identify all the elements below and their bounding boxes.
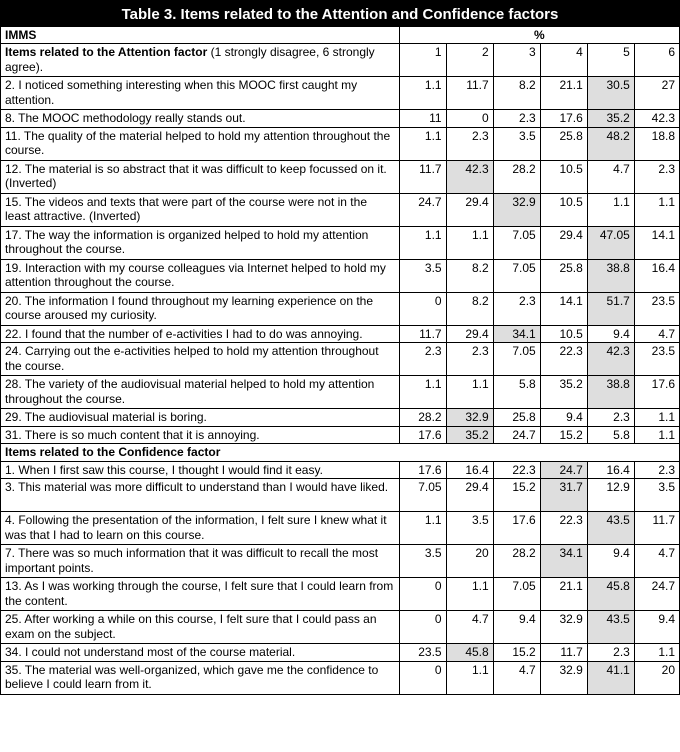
- value-cell: 1.1: [634, 644, 679, 662]
- value-cell: 1.1: [634, 409, 679, 427]
- item-text: 34. I could not understand most of the course material.: [1, 644, 400, 662]
- value-cell: 32.9: [446, 409, 493, 427]
- value-cell: 25.8: [540, 127, 587, 160]
- value-cell: 2.3: [634, 461, 679, 479]
- value-cell: 12.9: [587, 479, 634, 512]
- value-cell: 2.3: [493, 110, 540, 128]
- value-cell: 11.7: [540, 644, 587, 662]
- value-cell: 16.4: [587, 461, 634, 479]
- value-cell: 1.1: [446, 226, 493, 259]
- value-cell: 27: [634, 77, 679, 110]
- value-cell: 11.7: [399, 325, 446, 343]
- value-cell: 9.4: [634, 611, 679, 644]
- table-body: [1, 44, 680, 695]
- value-cell: 1.1: [399, 77, 446, 110]
- value-cell: 2.3: [446, 127, 493, 160]
- value-cell: 7.05: [399, 479, 446, 512]
- table-row: [1, 479, 680, 512]
- value-cell: 1.1: [634, 426, 679, 444]
- value-cell: 11.7: [399, 160, 446, 193]
- table-row: [1, 512, 680, 545]
- value-cell: 9.4: [493, 611, 540, 644]
- item-text: 15. The videos and texts that were part of the course were not in the least attractive. (Inverted): [1, 193, 400, 226]
- item-text: 24. Carrying out the e-activities helped to hold my attention throughout the course.: [1, 343, 400, 376]
- value-cell: 1.1: [399, 127, 446, 160]
- value-cell: 34.1: [540, 545, 587, 578]
- value-cell: 2.3: [587, 644, 634, 662]
- value-cell: 35.2: [446, 426, 493, 444]
- item-text: 17. The way the information is organized helped to hold my attention throughout the course.: [1, 226, 400, 259]
- value-cell: 20: [446, 545, 493, 578]
- value-cell: 32.9: [540, 611, 587, 644]
- table-row: [1, 661, 680, 694]
- value-cell: 25.8: [493, 409, 540, 427]
- item-text: 20. The information I found throughout my learning experience on the course aroused my curiosity.: [1, 292, 400, 325]
- value-cell: 23.5: [399, 644, 446, 662]
- value-cell: 1.1: [446, 661, 493, 694]
- item-text: 28. The variety of the audiovisual material helped to hold my attention throughout the course.: [1, 376, 400, 409]
- table-row: [1, 292, 680, 325]
- item-text: 13. As I was working through the course, I felt sure that I could learn from the content.: [1, 578, 400, 611]
- scale-3: 3: [493, 44, 540, 77]
- table-row: [1, 545, 680, 578]
- value-cell: 4.7: [587, 160, 634, 193]
- value-cell: 51.7: [587, 292, 634, 325]
- value-cell: 11: [399, 110, 446, 128]
- value-cell: 47.05: [587, 226, 634, 259]
- value-cell: 29.4: [446, 325, 493, 343]
- item-text: 11. The quality of the material helped to hold my attention throughout the course.: [1, 127, 400, 160]
- value-cell: 24.7: [399, 193, 446, 226]
- value-cell: 20: [634, 661, 679, 694]
- value-cell: 28.2: [493, 545, 540, 578]
- value-cell: 35.2: [587, 110, 634, 128]
- value-cell: 42.3: [634, 110, 679, 128]
- value-cell: 17.6: [399, 426, 446, 444]
- value-cell: 2.3: [446, 343, 493, 376]
- item-text: 8. The MOOC methodology really stands out.: [1, 110, 400, 128]
- table-title: Table 3. Items related to the Attention and Confidence factors: [0, 0, 680, 26]
- scale-2: 2: [446, 44, 493, 77]
- value-cell: 3.5: [399, 545, 446, 578]
- value-cell: 9.4: [540, 409, 587, 427]
- table-row: [1, 259, 680, 292]
- value-cell: 5.8: [493, 376, 540, 409]
- table-row: [1, 426, 680, 444]
- value-cell: 28.2: [399, 409, 446, 427]
- confidence-section-label: Items related to the Confidence factor: [1, 444, 680, 462]
- value-cell: 29.4: [446, 193, 493, 226]
- table-row: [1, 77, 680, 110]
- value-cell: 1.1: [446, 376, 493, 409]
- percent-header: %: [399, 27, 679, 44]
- item-text: 35. The material was well-organized, which gave me the confidence to believe I could learn from it.: [1, 661, 400, 694]
- value-cell: 9.4: [587, 325, 634, 343]
- item-text: 22. I found that the number of e-activities I had to do was annoying.: [1, 325, 400, 343]
- value-cell: 18.8: [634, 127, 679, 160]
- value-cell: 2.3: [634, 160, 679, 193]
- item-text: 29. The audiovisual material is boring.: [1, 409, 400, 427]
- value-cell: 31.7: [540, 479, 587, 512]
- value-cell: 4.7: [446, 611, 493, 644]
- value-cell: 8.2: [493, 77, 540, 110]
- value-cell: 0: [399, 292, 446, 325]
- value-cell: 1.1: [587, 193, 634, 226]
- scale-4: 4: [540, 44, 587, 77]
- value-cell: 22.3: [540, 512, 587, 545]
- value-cell: 17.6: [493, 512, 540, 545]
- value-cell: 8.2: [446, 292, 493, 325]
- table-row: [1, 644, 680, 662]
- value-cell: 16.4: [634, 259, 679, 292]
- value-cell: 7.05: [493, 343, 540, 376]
- header-row: [1, 27, 680, 44]
- value-cell: 21.1: [540, 77, 587, 110]
- value-cell: 38.8: [587, 376, 634, 409]
- value-cell: 10.5: [540, 325, 587, 343]
- item-text: 19. Interaction with my course colleagues via Internet helped to hold my attention throughout the course.: [1, 259, 400, 292]
- item-text: 12. The material is so abstract that it was difficult to keep focussed on it. (Inverted): [1, 160, 400, 193]
- value-cell: 24.7: [634, 578, 679, 611]
- table-row: [1, 376, 680, 409]
- value-cell: 5.8: [587, 426, 634, 444]
- table-row: [1, 343, 680, 376]
- value-cell: 3.5: [446, 512, 493, 545]
- value-cell: 15.2: [493, 644, 540, 662]
- table-row: [1, 611, 680, 644]
- item-text: 1. When I first saw this course, I thought I would find it easy.: [1, 461, 400, 479]
- value-cell: 1.1: [634, 193, 679, 226]
- confidence-section-row: [1, 444, 680, 462]
- value-cell: 3.5: [399, 259, 446, 292]
- value-cell: 29.4: [446, 479, 493, 512]
- table-row: [1, 127, 680, 160]
- value-cell: 30.5: [587, 77, 634, 110]
- imms-header: IMMS: [1, 27, 400, 44]
- table-row: [1, 578, 680, 611]
- value-cell: 42.3: [446, 160, 493, 193]
- item-text: 7. There was so much information that it was difficult to recall the most important points.: [1, 545, 400, 578]
- item-text: 3. This material was more difficult to understand than I would have liked.: [1, 479, 400, 512]
- value-cell: 29.4: [540, 226, 587, 259]
- value-cell: 34.1: [493, 325, 540, 343]
- value-cell: 16.4: [446, 461, 493, 479]
- value-cell: 17.6: [634, 376, 679, 409]
- table-row: [1, 325, 680, 343]
- value-cell: 25.8: [540, 259, 587, 292]
- value-cell: 17.6: [399, 461, 446, 479]
- value-cell: 48.2: [587, 127, 634, 160]
- value-cell: 41.1: [587, 661, 634, 694]
- value-cell: 0: [399, 661, 446, 694]
- value-cell: 22.3: [493, 461, 540, 479]
- value-cell: 1.1: [399, 376, 446, 409]
- value-cell: 42.3: [587, 343, 634, 376]
- value-cell: 7.05: [493, 259, 540, 292]
- value-cell: 3.5: [634, 479, 679, 512]
- value-cell: 15.2: [493, 479, 540, 512]
- value-cell: 10.5: [540, 160, 587, 193]
- attention-section-row: [1, 44, 680, 77]
- value-cell: 1.1: [399, 226, 446, 259]
- item-text: 4. Following the presentation of the information, I felt sure I knew what it was that I had to learn on this course.: [1, 512, 400, 545]
- attention-section-scale-note: (1 strongly disagree, 6 strongly agree).: [5, 45, 375, 74]
- table-row: [1, 461, 680, 479]
- value-cell: 7.05: [493, 578, 540, 611]
- value-cell: 21.1: [540, 578, 587, 611]
- imms-table: [0, 26, 680, 695]
- value-cell: 43.5: [587, 611, 634, 644]
- value-cell: 9.4: [587, 545, 634, 578]
- value-cell: 0: [399, 611, 446, 644]
- value-cell: 10.5: [540, 193, 587, 226]
- value-cell: 32.9: [493, 193, 540, 226]
- value-cell: 38.8: [587, 259, 634, 292]
- value-cell: 45.8: [587, 578, 634, 611]
- value-cell: 24.7: [540, 461, 587, 479]
- value-cell: 15.2: [540, 426, 587, 444]
- value-cell: 2.3: [587, 409, 634, 427]
- value-cell: 4.7: [634, 325, 679, 343]
- value-cell: 11.7: [446, 77, 493, 110]
- value-cell: 17.6: [540, 110, 587, 128]
- value-cell: 4.7: [634, 545, 679, 578]
- value-cell: 23.5: [634, 292, 679, 325]
- table-row: [1, 409, 680, 427]
- value-cell: 24.7: [493, 426, 540, 444]
- table-row: [1, 226, 680, 259]
- table-row: [1, 160, 680, 193]
- value-cell: 22.3: [540, 343, 587, 376]
- value-cell: 35.2: [540, 376, 587, 409]
- item-text: 2. I noticed something interesting when this MOOC first caught my attention.: [1, 77, 400, 110]
- value-cell: 8.2: [446, 259, 493, 292]
- value-cell: 23.5: [634, 343, 679, 376]
- value-cell: 45.8: [446, 644, 493, 662]
- attention-section-title: Items related to the Attention factor: [5, 45, 208, 59]
- value-cell: 1.1: [399, 512, 446, 545]
- value-cell: 32.9: [540, 661, 587, 694]
- value-cell: 43.5: [587, 512, 634, 545]
- value-cell: 14.1: [634, 226, 679, 259]
- scale-1: 1: [399, 44, 446, 77]
- value-cell: 3.5: [493, 127, 540, 160]
- value-cell: 28.2: [493, 160, 540, 193]
- item-text: 25. After working a while on this course, I felt sure that I could pass an exam on the subject.: [1, 611, 400, 644]
- value-cell: 4.7: [493, 661, 540, 694]
- value-cell: 7.05: [493, 226, 540, 259]
- value-cell: 14.1: [540, 292, 587, 325]
- value-cell: 0: [399, 578, 446, 611]
- value-cell: 11.7: [634, 512, 679, 545]
- item-text: 31. There is so much content that it is annoying.: [1, 426, 400, 444]
- value-cell: 2.3: [493, 292, 540, 325]
- value-cell: 2.3: [399, 343, 446, 376]
- value-cell: 1.1: [446, 578, 493, 611]
- scale-5: 5: [587, 44, 634, 77]
- value-cell: 0: [446, 110, 493, 128]
- table-row: [1, 193, 680, 226]
- table-row: [1, 110, 680, 128]
- attention-section-label: [1, 44, 400, 77]
- scale-6: 6: [634, 44, 679, 77]
